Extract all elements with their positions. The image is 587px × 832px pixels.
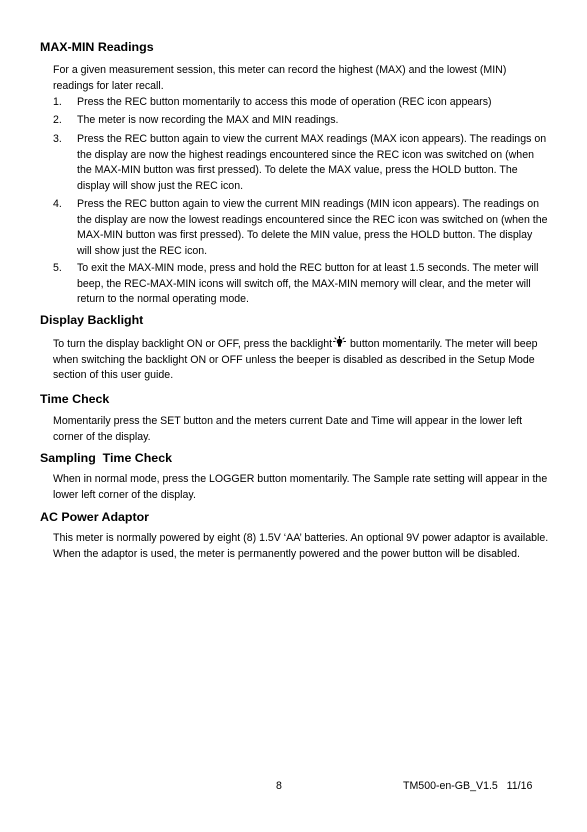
backlight-bulb-icon — [333, 336, 346, 348]
heading-ac-power-adaptor: AC Power Adaptor — [40, 510, 149, 524]
backlight-text — [53, 336, 549, 384]
step-text: Press the REC button again to view the current MAX readings (MAX icon appears). The readings on the display are now the highest readings encountered since the REC icon was switched on (when the MAX-MIN button was first pressed). To delete the MAX value, press the HOLD button. The display will show just the REC icon. — [77, 133, 547, 192]
step-text: Press the REC button again to view the current MIN readings (MIN icon appears). The readings on the display are now the lowest readings encountered since the REC icon was switched on (when the MAX-MIN button was first pressed). To delete the MIN value, press the HOLD button. The display will show just the REC icon. — [77, 198, 548, 257]
step-text: To exit the MAX-MIN mode, press and hold the REC button for at least 1.5 seconds. The meter will beep, the REC-MAX-MIN icons will switch off, the MAX-MIN memory will clear, and the meter will return to the normal operating mode. — [77, 262, 539, 305]
heading-max-min-readings: MAX-MIN Readings — [40, 40, 154, 54]
step-text: The meter is now recording the MAX and MIN readings. — [77, 114, 339, 126]
step-number: 5. — [53, 262, 62, 274]
step-number: 4. — [53, 198, 62, 210]
heading-sampling-time-check: Sampling Time Check — [40, 451, 172, 465]
max-min-intro: For a given measurement session, this meter can record the highest (MAX) and the lowest (MIN) readings for later recall. — [53, 64, 507, 92]
heading-display-backlight: Display Backlight — [40, 313, 144, 327]
document-id: TM500-en-GB_V1.5 11/16 — [403, 780, 533, 792]
sampling-text: When in normal mode, press the LOGGER button momentarily. The Sample rate setting will appear in the lower left corner of the display. — [53, 473, 548, 501]
page-number: 8 — [276, 780, 282, 792]
backlight-text-end: button momentarily. The meter will beep when switching the backlight ON or OFF unless the beeper is disabled as described in the Setup Mode section of this user guide. — [53, 338, 538, 381]
time-check-text: Momentarily press the SET button and the meters current Date and Time will appear in the lower left corner of the display. — [53, 415, 523, 443]
step-number: 1. — [53, 96, 62, 108]
backlight-text-start: To turn the display backlight ON or OFF, press the backlight — [53, 338, 333, 350]
step-number: 3. — [53, 133, 62, 145]
step-number: 2. — [53, 114, 62, 126]
heading-time-check: Time Check — [40, 392, 110, 406]
step-text: Press the REC button momentarily to access this mode of operation (REC icon appears) — [77, 96, 492, 108]
ac-power-text: This meter is normally powered by eight (8) 1.5V ‘AA’ batteries. An optional 9V power adaptor is available. When the adaptor is used, the meter is permanently powered and the power button will be disabled. — [53, 532, 549, 560]
